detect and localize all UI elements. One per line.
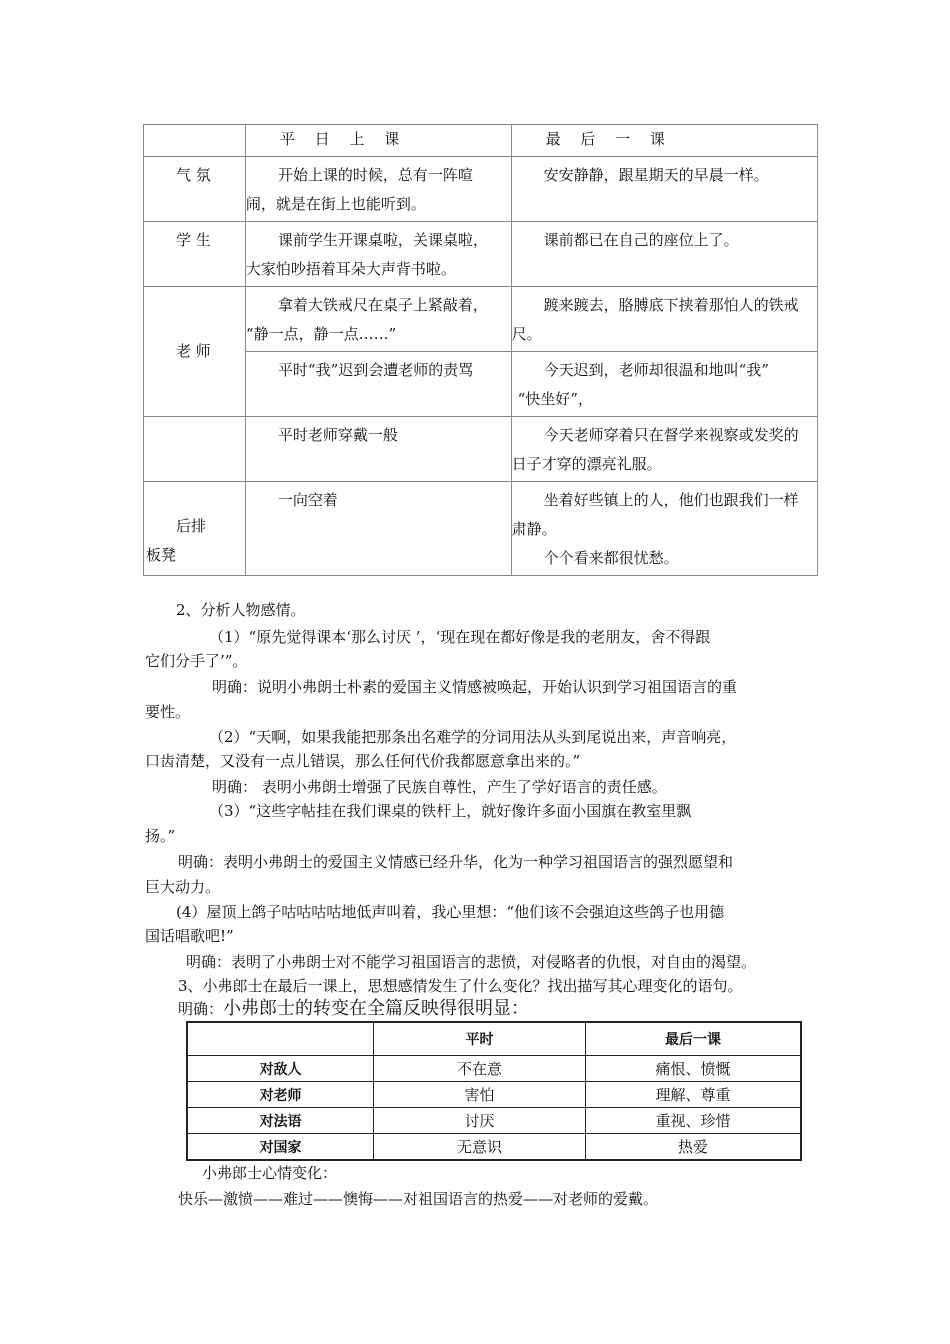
row-label-back-bench xyxy=(144,482,246,576)
quote-2-line-2: 口齿清楚，又没有一点儿错误，那么任何代价我都愿意拿出来的。” xyxy=(145,752,581,770)
lead-statement: 小弗郎士的转变在全篇反映得很明显： xyxy=(223,998,530,1019)
row-label: 对法语 xyxy=(187,1108,374,1134)
cell-line: 拿着大铁戒尺在桌子上紧敲着， xyxy=(277,296,488,314)
quote-1-line-1: （1）“原先觉得课本‘那么讨厌 ’，‘现在现在都好像是我的老朋友，舍不得跟 xyxy=(209,628,711,646)
cell-line: 一向空着 xyxy=(277,491,338,509)
quote-2-line-1: （2）“天啊，如果我能把那条出名难学的分词用法从头到尾说出来，声音响亮， xyxy=(209,728,737,746)
row-label-empty xyxy=(144,417,246,482)
cell-line: 开始上课的时候，总有一阵喧 xyxy=(277,166,473,184)
cell-line: 踱来踱去，胳膊底下挟着那怕人的铁戒 xyxy=(543,296,799,314)
cell-line: 课前学生开课桌啦，关课桌啦， xyxy=(277,231,488,249)
table-cell: 不在意 xyxy=(374,1056,586,1082)
row-label: 对国家 xyxy=(187,1134,374,1161)
cell-bench-last xyxy=(511,482,817,576)
cell-teacher-a-last xyxy=(511,287,817,352)
table-cell: 讨厌 xyxy=(374,1108,586,1134)
row-label-students: 学 生 xyxy=(144,222,246,287)
cell-line: 平时老师穿戴一般 xyxy=(277,426,398,444)
cell-line: 肃静。 xyxy=(511,520,557,538)
cell-line: 坐着好些镇上的人，他们也跟我们一样 xyxy=(543,491,799,509)
cell-line: 板凳 xyxy=(146,546,177,564)
cell-atmosphere-daily xyxy=(245,157,511,222)
table-row xyxy=(187,1082,801,1108)
cell-students-daily xyxy=(245,222,511,287)
cell-bench-daily xyxy=(245,482,511,576)
quote-3-line-2: 扬。” xyxy=(145,827,176,845)
table-row xyxy=(187,1134,801,1161)
section-3-title: 3、小弗郎士在最后一课上，思想感情发生了什么变化？找出描写其心理变化的语句。 xyxy=(178,977,743,995)
cell-line: 课前都已在自己的座位上了。 xyxy=(543,231,739,249)
cell-line: 后排 xyxy=(176,517,207,535)
table-row xyxy=(144,222,818,287)
answer-2: 明确： 表明小弗朗士增强了民族自尊性，产生了学好语言的责任感。 xyxy=(212,778,667,796)
table-cell: 理解、尊重 xyxy=(585,1082,801,1108)
quote-3-line-1: （3）“这些字帖挂在我们课桌的铁杆上，就好像许多面小国旗在教室里飘 xyxy=(209,802,692,820)
cell-teacher-a-daily xyxy=(245,287,511,352)
cell-line: “静一点，静一点……” xyxy=(245,325,397,343)
table-row xyxy=(144,352,818,417)
answer-1-line-1: 明确：说明小弗朗士朴素的爱国主义情感被唤起，开始认识到学习祖国语言的重 xyxy=(212,678,738,696)
row-label: 对老师 xyxy=(187,1082,374,1108)
cell-line: 个个看来都很忧愁。 xyxy=(543,549,679,567)
row-label-teacher: 老 师 xyxy=(144,287,246,417)
table-corner-cell xyxy=(144,125,246,157)
cell-dress-daily xyxy=(245,417,511,482)
table-row xyxy=(187,1056,801,1082)
table-cell: 热爱 xyxy=(585,1134,801,1161)
table-row xyxy=(144,417,818,482)
header-cell-daily: 平时 xyxy=(374,1022,586,1056)
cell-teacher-b-last xyxy=(511,352,817,417)
header-daily-class: 平 日 上 课 xyxy=(245,125,511,157)
table-header-row xyxy=(187,1022,801,1056)
table-row xyxy=(144,157,818,222)
mood-change-chain: 快乐—激愤——难过——懊悔——对祖国语言的热爱——对老师的爱戴。 xyxy=(178,1190,659,1208)
comparison-table-daily-vs-last xyxy=(143,124,818,576)
table-row xyxy=(187,1108,801,1134)
header-cell-empty xyxy=(187,1022,374,1056)
attitude-change-table xyxy=(186,1021,802,1161)
cell-line: 尺。 xyxy=(511,325,542,343)
table-header-row xyxy=(144,125,818,157)
table-cell: 重视、珍惜 xyxy=(585,1108,801,1134)
cell-students-last xyxy=(511,222,817,287)
header-last-class: 最 后 一 课 xyxy=(511,125,817,157)
cell-line: 日子才穿的漂亮礼服。 xyxy=(511,455,662,473)
answer-4: 明确：表明了小弗朗士对不能学习祖国语言的悲愤，对侵略者的仇恨，对自由的渴望。 xyxy=(186,953,757,971)
table-row xyxy=(144,482,818,576)
cell-dress-last xyxy=(511,417,817,482)
cell-teacher-b-daily xyxy=(245,352,511,417)
header-cell-last-class: 最后一课 xyxy=(585,1022,801,1056)
cell-atmosphere-last xyxy=(511,157,817,222)
table-row xyxy=(144,287,818,352)
section-2-title: 2、分析人物感情。 xyxy=(176,601,306,619)
cell-line: 闹，就是在街上也能听到。 xyxy=(245,195,426,213)
section-3-lead xyxy=(178,999,529,1019)
quote-4-line-2: 国话唱歌吧!” xyxy=(145,927,234,945)
mood-change-title: 小弗郎士心情变化： xyxy=(202,1164,338,1182)
cell-line: 今天迟到，老师却很温和地叫“我” xyxy=(543,361,769,379)
table-cell: 无意识 xyxy=(374,1134,586,1161)
quote-1-line-2: 它们分手了’”。 xyxy=(145,652,248,670)
table-cell: 痛恨、愤慨 xyxy=(585,1056,801,1082)
lead-prefix: 明确： xyxy=(178,1000,224,1018)
cell-line: 平时“我”迟到会遭老师的责骂 xyxy=(277,361,474,379)
answer-3-line-1: 明确：表明小弗朗士的爱国主义情感已经升华，化为一种学习祖国语言的强烈愿望和 xyxy=(178,853,734,871)
answer-1-line-2: 要性。 xyxy=(145,703,191,721)
cell-line: 安安静静，跟星期天的早晨一样。 xyxy=(543,166,769,184)
quote-4-line-1: (4）屋顶上鸽子咕咕咕咕地低声叫着，我心里想：“他们该不会强迫这些鸽子也用德 xyxy=(176,903,725,921)
table-cell: 害怕 xyxy=(374,1082,586,1108)
cell-line: 大家怕吵捂着耳朵大声背书啦。 xyxy=(245,260,456,278)
cell-line: “快坐好”， xyxy=(517,390,593,408)
answer-3-line-2: 巨大动力。 xyxy=(145,878,221,896)
cell-line: 今天老师穿着只在督学来视察或发奖的 xyxy=(543,426,799,444)
row-label: 对敌人 xyxy=(187,1056,374,1082)
row-label-atmosphere: 气 氛 xyxy=(144,157,246,222)
